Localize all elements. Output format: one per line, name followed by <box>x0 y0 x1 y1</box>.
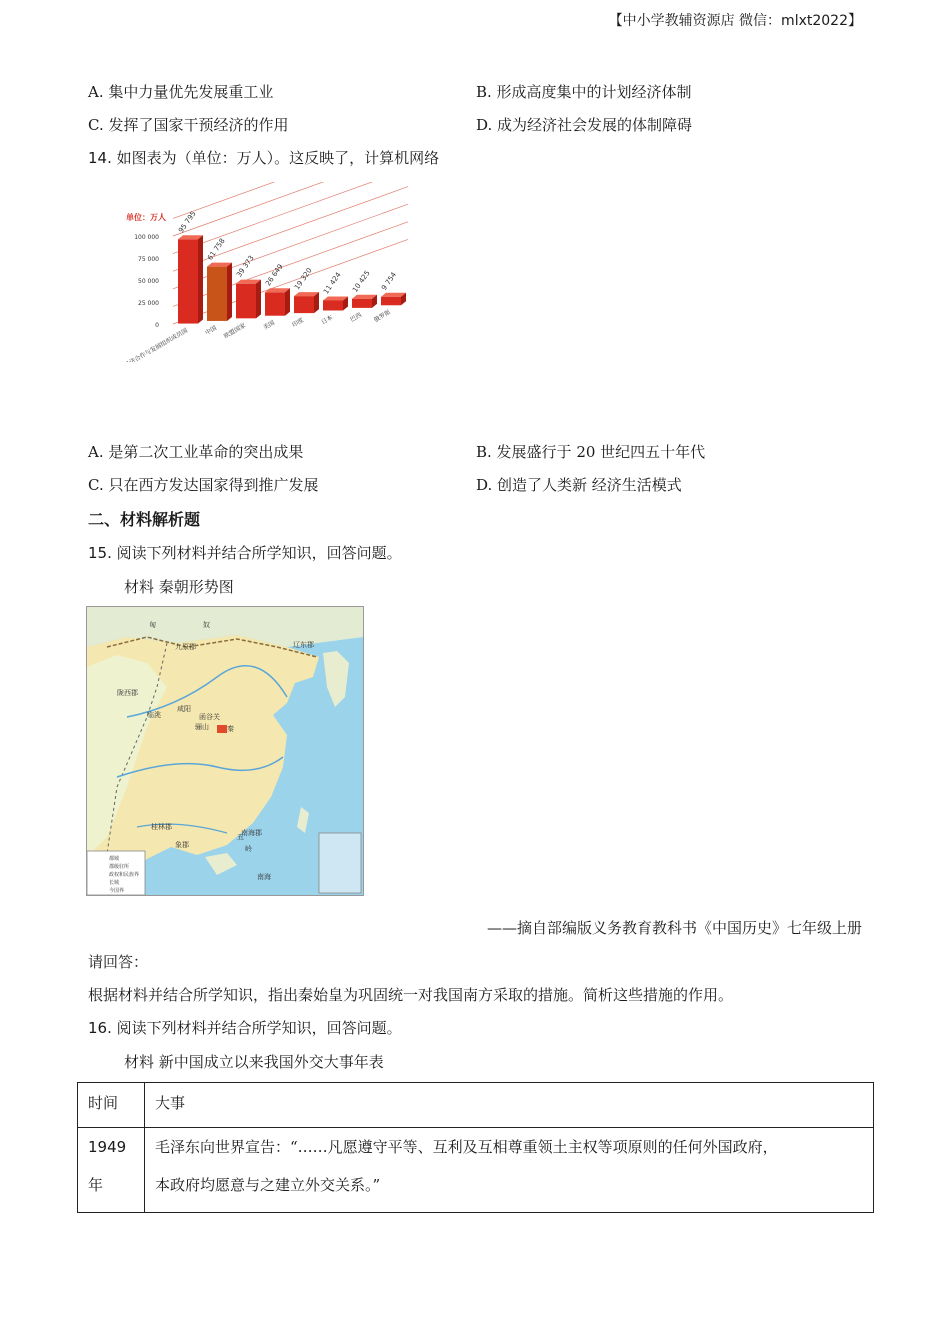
diplomacy-events-table <box>77 1082 874 1213</box>
bar <box>236 284 256 319</box>
y-tick-label: 25 000 <box>138 300 159 307</box>
bar <box>207 267 227 321</box>
bar-side <box>285 288 290 315</box>
map-label: 岭 <box>245 845 252 853</box>
map-label: 桂林郡 <box>151 823 172 831</box>
table-header-row <box>78 1083 874 1128</box>
y-tick-label: 50 000 <box>138 278 159 285</box>
bar <box>294 296 314 313</box>
map-svg <box>87 607 363 895</box>
q14-option-a: A. 是第二次工业革命的突出成果 <box>88 443 304 461</box>
table-cell-event <box>145 1128 874 1213</box>
bar-value-label: 9 754 <box>380 270 399 292</box>
x-category-label: 经济合作与发展组织成员国 <box>123 327 189 362</box>
x-category-label: 俄罗斯 <box>372 308 392 325</box>
bar-value-label: 39 373 <box>235 254 256 279</box>
q15-prompt: 请回答： <box>88 953 149 971</box>
bar-value-label: 26 649 <box>264 262 285 288</box>
map-label: 辽东郡 <box>293 641 314 649</box>
bar <box>352 299 372 308</box>
q13-option-d: D. 成为经济社会发展的体制障碍 <box>476 116 693 134</box>
y-tick-label: 0 <box>155 322 159 329</box>
map-label: 临洮 <box>147 711 161 719</box>
q14-stem: 14. 如图表为（单位：万人）。这反映了，计算机网络 <box>88 149 440 167</box>
q14-option-c: C. 只在西方发达国家得到推广发展 <box>88 476 319 494</box>
map-label: 陇西郡 <box>117 689 138 697</box>
internet-users-chart <box>118 182 418 362</box>
map-label: 咸阳 <box>177 705 191 713</box>
q13-option-b: B. 形成高度集中的计划经济体制 <box>476 83 692 101</box>
bar-value-label: 19 320 <box>293 266 314 292</box>
bar-value-label: 61 758 <box>206 237 227 262</box>
q15-material-title: 材料 秦朝形势图 <box>124 578 234 596</box>
bar <box>178 239 198 323</box>
bar-value-label: 11 424 <box>322 270 343 296</box>
x-category-label: 美国 <box>262 319 276 332</box>
x-category-label: 巴西 <box>349 311 363 324</box>
q14-option-b: B. 发展盛行于 20 世纪四五十年代 <box>476 443 706 461</box>
q14-option-d: D. 创造了人类新 经济生活模式 <box>476 476 682 494</box>
y-tick-label: 75 000 <box>138 256 159 263</box>
bar <box>265 292 285 315</box>
bar-side <box>256 280 261 319</box>
q15-stem: 15. 阅读下列材料并结合所学知识，回答问题。 <box>88 544 402 562</box>
map-legend-item: 政权和民族界 <box>109 872 140 878</box>
chart-gridline <box>173 182 408 254</box>
map-label: 秦 <box>227 725 234 733</box>
y-tick-label: 100 000 <box>134 234 159 241</box>
map-label: 五 <box>237 833 244 841</box>
x-category-label: 中国 <box>204 324 218 337</box>
map-label: 骊山 <box>195 723 209 731</box>
bar-value-label: 95 795 <box>177 209 198 235</box>
map-label: 南海 <box>257 873 271 881</box>
bar-value-label: 10 425 <box>351 269 372 294</box>
chart-unit-label: 单位：万人 <box>126 213 166 222</box>
map-label: 函谷关 <box>199 713 220 721</box>
x-category-label: 日本 <box>320 314 334 327</box>
map-label: 匈 <box>149 621 156 629</box>
bar <box>381 297 401 306</box>
q16-material-title: 材料 新中国成立以来我国外交大事年表 <box>124 1053 384 1071</box>
bar-side <box>198 235 203 323</box>
header-note: 【中小学教辅资源店 微信：mlxt2022】 <box>608 13 862 29</box>
q15-source: ——摘自部编版义务教育教科书《中国历史》七年级上册 <box>486 919 862 937</box>
table-cell-year <box>78 1128 145 1213</box>
qin-dynasty-map <box>86 606 364 896</box>
table-header-time: 时间 <box>78 1083 145 1128</box>
table-row <box>78 1128 874 1213</box>
chart-gridline <box>173 182 408 236</box>
map-label: 南海郡 <box>241 829 262 837</box>
map-legend-item: 今国界 <box>109 888 125 894</box>
map-legend-item: 都城 <box>109 856 120 862</box>
chart-gridline <box>173 182 408 218</box>
q13-option-c: C. 发挥了国家干预经济的作用 <box>88 116 289 134</box>
bar <box>323 300 343 310</box>
q15-question: 根据材料并结合所学知识，指出秦始皇为巩固统一对我国南方采取的措施。简析这些措施的作用。 <box>88 986 734 1004</box>
map-legend-item: 郡级驻所 <box>109 864 130 870</box>
section-title: 二、材料解析题 <box>88 510 201 529</box>
q13-option-a: A. 集中力量优先发展重工业 <box>88 83 274 101</box>
map-label: 奴 <box>203 621 210 629</box>
table-header-event: 大事 <box>145 1083 874 1128</box>
map-label: 象郡 <box>175 841 189 849</box>
row1-event-line1: 毛泽东向世界宣告：“……凡愿遵守平等、互利及互相尊重领土主权等项原则的任何外国政府， <box>155 1138 778 1156</box>
map-legend-item: 长城 <box>109 880 120 886</box>
x-category-label: 印度 <box>291 316 305 329</box>
row1-year-unit: 年 <box>88 1176 104 1194</box>
row1-event-line2: 本政府均愿意与之建立外交关系。” <box>155 1176 381 1194</box>
map-label: 九原郡 <box>175 643 196 651</box>
row1-year: 1949 <box>88 1138 127 1156</box>
q16-stem: 16. 阅读下列材料并结合所学知识，回答问题。 <box>88 1019 402 1037</box>
bar-side <box>227 263 232 321</box>
x-category-label: 欧盟国家 <box>222 321 247 341</box>
bar-chart-svg <box>118 182 418 362</box>
